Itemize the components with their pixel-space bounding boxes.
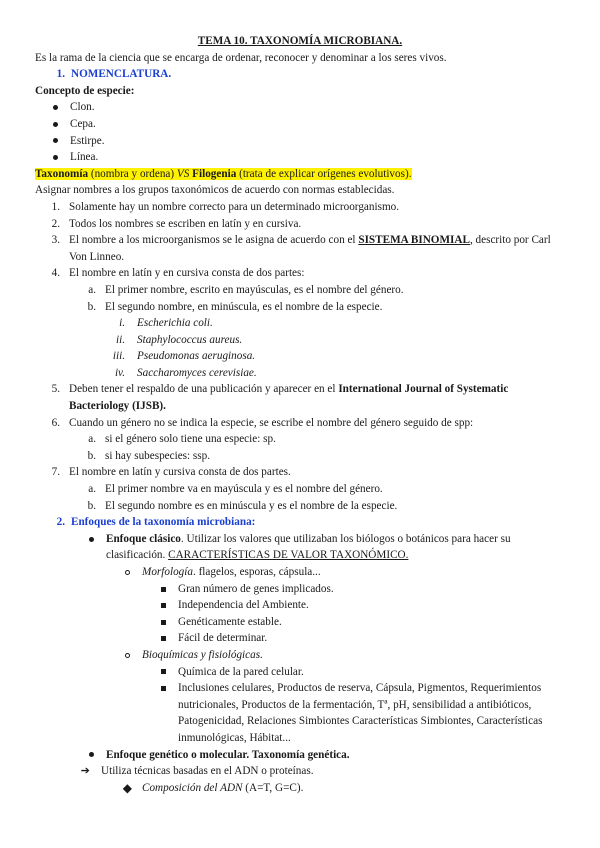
species-item: Estirpe. <box>35 133 565 150</box>
example-item: iii. Pseudomonas aeruginosa. <box>112 350 256 363</box>
sub-item: a. El primer nombre, escrito en mayúsculas, es el nombre del género. <box>88 283 404 296</box>
intro-paragraph: Es la rama de la ciencia que se encarga de ordenar, reconocer y denominar a los seres vivos. <box>35 51 447 64</box>
binomial-system-term: SISTEMA BINOMIAL <box>358 234 470 247</box>
arrow-item: ➔ Utiliza técnicas basadas en el ADN o proteínas. <box>35 763 565 780</box>
example-item: iv. Saccharomyces cerevisiae. <box>114 366 257 379</box>
document-page <box>35 33 565 797</box>
morphology-sub-item: Fácil de determinar. <box>35 630 565 647</box>
taxonomic-value-term: CARACTERÍSTICAS DE VALOR TAXONÓMICO. <box>168 549 409 562</box>
biochemical-sub-item-cont: Patogenicidad, Relaciones Simbiontes Características Simbiontes, Características <box>178 715 543 728</box>
sub-item: a. si el género solo tiene una especie: sp. <box>88 433 276 446</box>
rule-item: 4. El nombre en latín y en cursiva consta de dos partes: <box>51 267 305 280</box>
species-item: Cepa. <box>35 116 565 133</box>
species-item: Línea. <box>35 149 565 166</box>
morphology-sub-item: Genéticamente estable. <box>35 614 565 631</box>
arrow-right-icon: ➔ <box>80 765 90 778</box>
biochemical-item: Bioquímicas y fisiológicas. <box>35 647 565 664</box>
rule-item: 6. Cuando un género no se indica la especie, se escribe el nombre del género seguido de spp: <box>51 416 474 429</box>
species-concept-heading: Concepto de especie: <box>35 84 135 97</box>
sub-item: b. El segundo nombre, en minúscula, es el nombre de la especie. <box>87 300 383 313</box>
species-item: Clon. <box>35 99 565 116</box>
dna-composition-item: ◆ Composición del ADN (A=T, G=C). <box>122 780 304 795</box>
ijsb-journal-term: International Journal of Systematic Bacteriology (IJSB). <box>69 383 509 413</box>
diamond-bullet-icon: ◆ <box>122 780 132 795</box>
classic-approach: Enfoque clásico. Utilizar los valores que utilizaban los biólogos o botánicos para hacer su <box>35 531 565 548</box>
sub-item: a. El primer nombre va en mayúscula y es el nombre del género. <box>88 483 383 496</box>
rule-item: 3. El nombre a los microorganismos se le asigna de acuerdo con el SISTEMA BINOMIAL, descrito por Carl Von Linneo. <box>51 234 551 263</box>
classic-approach-cont: clasificación. CARACTERÍSTICAS DE VALOR TAXONÓMICO. <box>106 549 409 562</box>
example-item: ii. Staphylococcus aureus. <box>115 333 243 346</box>
section-1-heading <box>35 66 565 83</box>
biochemical-sub-item-cont: inmunológicas, Hábitat... <box>178 731 291 744</box>
sub-item: b. si hay subespecies: ssp. <box>87 449 211 462</box>
biochemical-sub-item: Química de la pared celular. <box>35 664 565 681</box>
assign-paragraph: Asignar nombres a los grupos taxonómicos de acuerdo con normas establecidas. <box>35 184 395 197</box>
section-1-title: NOMENCLATURA. <box>71 68 172 81</box>
biochemical-sub-item: Inclusiones celulares, Productos de reserva, Cápsula, Pigmentos, Requerimientos <box>35 680 565 697</box>
taxonomy-vs-phylogeny: Taxonomía (nombra y ordena) VS Filogenia (trata de explicar orígenes evolutivos). <box>35 167 412 180</box>
rule-item: 5. Deben tener el respaldo de una publicación y aparecer en el International Journal of Systematic Bacteriology (IJSB). <box>51 383 509 413</box>
rule-item: 7. El nombre en latín y cursiva consta de dos partes. <box>51 466 291 479</box>
biochemical-sub-item-cont: nutricionales, Productos de la fermentación, Tª, pH, sensibilidad a antibióticos, <box>178 698 532 711</box>
rule-item: 2. Todos los nombres se escriben en latín y en cursiva. <box>51 217 302 230</box>
morphology-sub-item: Gran número de genes implicados. <box>35 581 565 598</box>
genetic-approach: Enfoque genético o molecular. Taxonomía genética. <box>35 747 565 764</box>
rule-item: 1. Solamente hay un nombre correcto para un determinado microorganismo. <box>51 200 400 213</box>
section-2-heading <box>35 514 565 531</box>
example-item: i. Escherichia coli. <box>119 317 213 330</box>
section-1-marker: 1. <box>56 68 65 81</box>
section-2-title: Enfoques de la taxonomía microbiana: <box>71 516 256 529</box>
sub-item: b. El segundo nombre es en minúscula y es el nombre de la especie. <box>87 499 398 512</box>
section-2-marker: 2. <box>56 516 65 529</box>
morphology-item: Morfología. flagelos, esporas, cápsula... <box>35 564 565 581</box>
page-title: TEMA 10. TAXONOMÍA MICROBIANA. <box>197 35 403 47</box>
morphology-sub-item: Independencia del Ambiente. <box>35 597 565 614</box>
